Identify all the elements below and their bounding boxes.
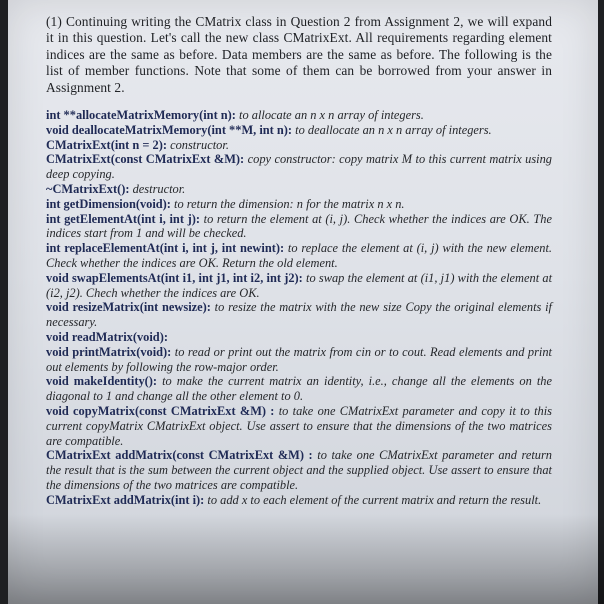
function-signature: CMatrixExt addMatrix(const CMatrixExt &M) : [46, 448, 313, 463]
function-description: to take one CMatrixExt parameter and copy it to this current copyMatrix CMatrixExt object. Use assert to ensure that the dimensions of the two matrices are compatible. [46, 403, 552, 448]
function-description: to replace the element at (i, j) with the new element. Check whether the indices are OK. Return the old element. [46, 241, 552, 270]
function-item [46, 138, 552, 153]
member-function-list [46, 108, 552, 508]
function-item [46, 123, 552, 138]
function-signature: void resizeMatrix(int newsize): [46, 300, 211, 315]
function-description: to make the current matrix an identity, i.e., change all the elements on the diagonal to 1 and change all the other element to 0. [46, 374, 552, 404]
function-signature: CMatrixExt addMatrix(int i): [46, 492, 205, 507]
function-signature: int **allocateMatrixMemory(int n): [46, 108, 236, 123]
function-description: destructor. [129, 182, 186, 197]
function-item [46, 241, 552, 271]
function-item [46, 493, 552, 508]
function-description: to add x to each element of the current matrix and return the result. [204, 492, 542, 507]
function-signature: ~CMatrixExt(): [46, 182, 130, 197]
function-item [46, 330, 552, 345]
function-item [46, 300, 552, 330]
function-description: to return the dimension: n for the matrix n x n. [170, 196, 405, 211]
function-description: constructor. [166, 137, 229, 152]
function-description: to swap the element at (i1, j1) with the element at (i2, j2). Chech whether the indices are OK. [46, 270, 553, 300]
function-signature: int getElementAt(int i, int j): [46, 211, 200, 226]
function-item [46, 448, 552, 492]
function-signature: CMatrixExt(int n = 2): [46, 137, 167, 152]
function-item [46, 152, 552, 182]
function-signature: void swapElementsAt(int i1, int j1, int i2, int j2): [46, 270, 303, 285]
function-signature: void copyMatrix(const CMatrixExt &M) : [46, 403, 275, 418]
function-item [46, 108, 552, 123]
function-item [46, 404, 552, 448]
function-signature: int replaceElementAt(int i, int j, int newint): [46, 241, 285, 256]
document-text [46, 14, 552, 508]
function-item [46, 182, 552, 197]
function-description: to resize the matrix with the new size Copy the original elements if necessary. [46, 300, 552, 330]
function-signature: void makeIdentity(): [46, 374, 158, 389]
function-signature: CMatrixExt(const CMatrixExt &M): [46, 152, 245, 167]
function-description: to deallocate an n x n array of integers. [292, 122, 492, 137]
function-description: to return the element at (i, j). Check whether the indices are OK. The indices start from 1 and will be checked. [46, 211, 552, 241]
function-description: to allocate an n x n array of integers. [235, 108, 424, 123]
function-description: to read or print out the matrix from cin or to cout. Read elements and print out elements by following the row-major order. [46, 344, 552, 374]
function-signature: int getDimension(void): [46, 196, 171, 211]
function-item [46, 212, 552, 242]
function-item [46, 374, 552, 404]
function-item [46, 345, 552, 375]
bottom-shadow [8, 514, 604, 604]
function-signature: void printMatrix(void): [46, 344, 172, 359]
function-description: to take one CMatrixExt parameter and return the result that is the sum between the current object and the supplied object. Use assert to ensure that the dimensions of the two matrices are compatible. [46, 448, 552, 492]
function-signature: void readMatrix(void): [46, 329, 168, 344]
function-description: copy constructor: copy matrix M to this current matrix using deep copying. [46, 152, 553, 182]
function-item [46, 197, 552, 212]
function-item [46, 271, 552, 301]
intro-paragraph: (1) Continuing writing the CMatrix class in Question 2 from Assignment 2, we will expand it in this question. Let's call the new class CMatrixExt. All requirements regarding element indices are the same as before. Data members are the same as before. The following is the list of member functions. Note that some of them can be borrowed from your answer in Assignment 2. [46, 14, 552, 95]
function-signature: void deallocateMatrixMemory(int **M, int n): [46, 122, 293, 137]
paper-sheet [8, 0, 598, 604]
